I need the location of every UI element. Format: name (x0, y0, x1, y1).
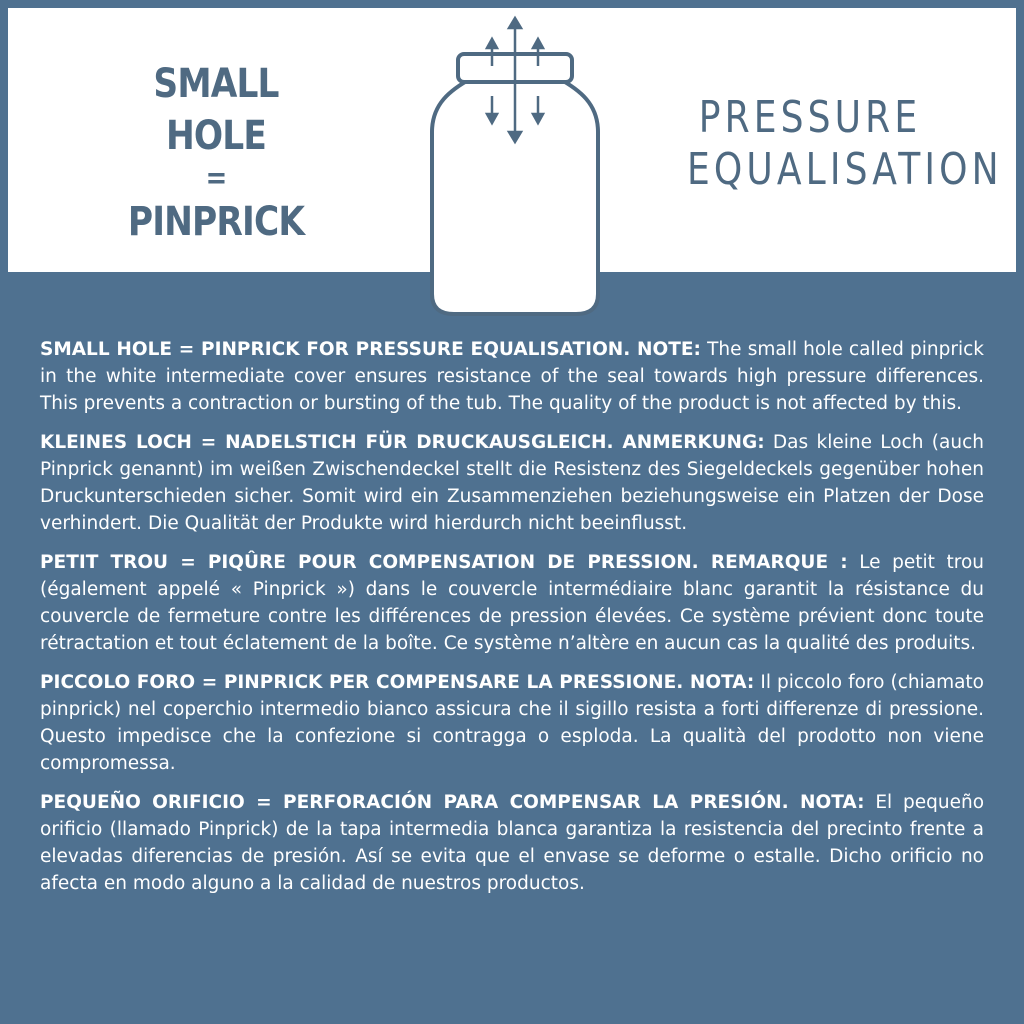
note-spanish (40, 789, 984, 897)
note-english-heading: SMALL HOLE = PINPRICK FOR PRESSURE EQUALISATION. NOTE: (40, 339, 701, 360)
note-french (40, 549, 984, 657)
note-german-text: Das kleine Loch (auch Pinprick genannt) im weißen Zwischendeckel stellt die Resistenz des Siegeldeckels gegenüber hohen Druckunterschieden sicher. Somit wird ein Zusammenziehen beziehungsweise ein Platzen der Dose verhindert. Die Qualität der Produkte wird hierdurch nicht beeinflusst. (40, 432, 984, 534)
note-italian-text: Il piccolo foro (chiamato pinprick) nel coperchio intermedio bianco assicura che il sigillo resista a forti differenze di pressione. Questo impedisce che la confezione si contragga o esploda. La qualità del prodotto non viene compromessa. (40, 672, 985, 774)
note-german-heading: KLEINES LOCH = NADELSTICH FÜR DRUCKAUSGLEICH. ANMERKUNG: (40, 432, 765, 453)
jar-with-pressure-arrows-icon (410, 12, 620, 322)
note-german (40, 429, 984, 537)
heading-pinprick: PINPRICK (127, 199, 305, 245)
small-hole-heading (106, 58, 326, 248)
note-spanish-text: El pequeño orificio (llamado Pinprick) de la tapa intermedia blanca garantiza la resistencia del precinto frente a elevadas diferencias de presión. Así se evita que el envase se deforme o estalle. Dicho orificio no afecta en modo alguno a la calidad de nuestros productos. (40, 792, 985, 894)
heading-small-hole: SMALL HOLE (153, 61, 279, 159)
note-spanish-heading: PEQUEÑO ORIFICIO = PERFORACIÓN PARA COMPENSAR LA PRESIÓN. NOTA: (40, 792, 865, 813)
note-french-heading: PETIT TROU = PIQÛRE POUR COMPENSATION DE PRESSION. REMARQUE : (40, 552, 848, 573)
heading-equals: = (205, 161, 227, 196)
note-french-text: Le petit trou (également appelé « Pinprick ») dans le couvercle intermédiaire blanc garantit la résistance du couvercle de fermeture contre les différences de pression élevées. Ce système prévient donc toute rétractation et tout éclatement de la boîte. Ce système n’altère en aucun cas la qualité des produits. (40, 552, 984, 654)
pressure-equalisation-heading (687, 92, 1003, 196)
note-italian-heading: PICCOLO FORO = PINPRICK PER COMPENSARE LA PRESSIONE. NOTA: (40, 672, 755, 693)
heading-equalisation: EQUALISATION (687, 144, 1003, 195)
note-english-text: The small hole called pinprick in the white intermediate cover ensures resistance of the seal towards high pressure differences. This prevents a contraction or bursting of the tub. The quality of the product is not affected by this. (40, 339, 985, 414)
note-italian (40, 669, 984, 777)
note-english (40, 336, 984, 417)
heading-pressure: PRESSURE (698, 92, 922, 143)
notes-content (40, 336, 984, 909)
